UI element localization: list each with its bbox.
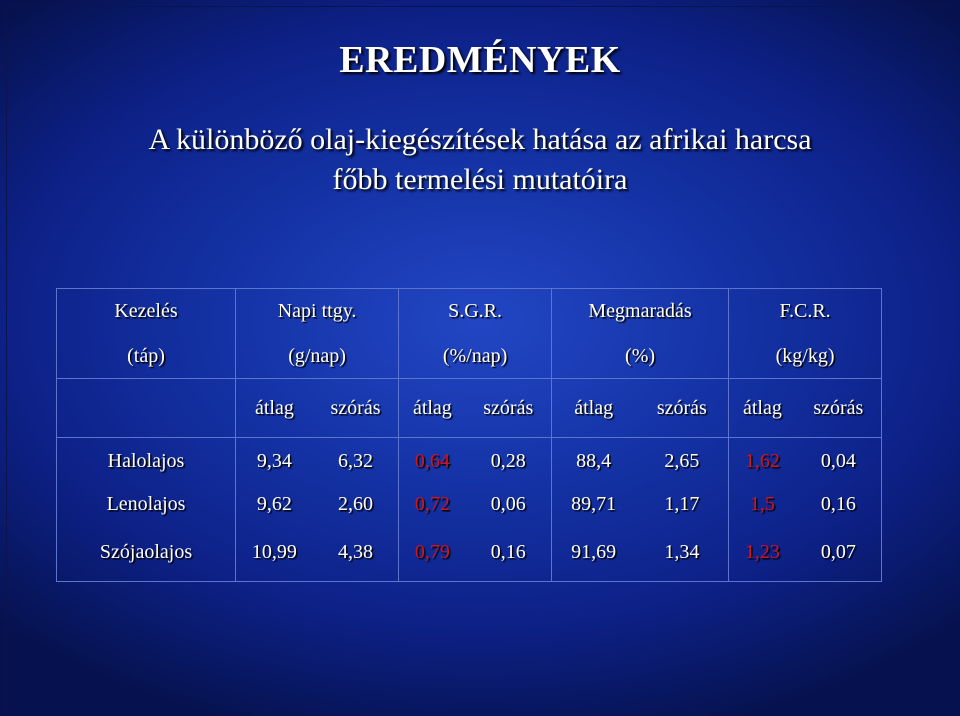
value-cell: 91,69	[551, 524, 635, 582]
subheader-sd: szórás	[635, 379, 728, 438]
table-row	[57, 484, 882, 524]
header-cell-fcr: F.C.R.	[729, 289, 882, 335]
table-row	[57, 524, 882, 582]
subheader-sd: szórás	[466, 379, 552, 438]
value-cell-highlight: 1,5	[729, 484, 796, 524]
value-cell-highlight: 1,62	[729, 438, 796, 485]
value-cell: 9,34	[236, 438, 313, 485]
slide-subtitle	[0, 120, 960, 200]
unit-cell-fcr: (kg/kg)	[729, 334, 882, 379]
value-cell: 2,65	[635, 438, 728, 485]
subheader-sd: szórás	[796, 379, 882, 438]
value-cell: 0,16	[466, 524, 552, 582]
slide-title: EREDMÉNYEK	[339, 39, 621, 81]
value-cell: 1,17	[635, 484, 728, 524]
value-cell: 4,38	[313, 524, 399, 582]
subtitle-line-2: főbb termelési mutatóira	[332, 163, 628, 196]
table-header-row-1	[57, 289, 882, 335]
table-row	[57, 438, 882, 485]
subheader-mean: átlag	[399, 379, 466, 438]
table-header-row-2	[57, 334, 882, 379]
subheader-mean: átlag	[236, 379, 313, 438]
unit-cell-daily-gain: (g/nap)	[236, 334, 399, 379]
value-cell: 89,71	[551, 484, 635, 524]
value-cell: 10,99	[236, 524, 313, 582]
value-cell: 0,28	[466, 438, 552, 485]
value-cell: 0,04	[796, 438, 882, 485]
value-cell: 0,07	[796, 524, 882, 582]
results-table	[56, 288, 882, 582]
empty-header-cell	[57, 379, 236, 438]
value-cell: 6,32	[313, 438, 399, 485]
subheader-mean: átlag	[551, 379, 635, 438]
unit-cell-treatment: (táp)	[57, 334, 236, 379]
value-cell: 88,4	[551, 438, 635, 485]
subtitle-line-1: A különböző olaj-kiegészítések hatása az afrikai harcsa	[148, 123, 812, 156]
table-header-row-3	[57, 379, 882, 438]
value-cell: 0,16	[796, 484, 882, 524]
row-label: Lenolajos	[57, 484, 236, 524]
unit-cell-sgr: (%/nap)	[399, 334, 552, 379]
header-cell-treatment: Kezelés	[57, 289, 236, 335]
value-cell: 2,60	[313, 484, 399, 524]
row-label: Szójaolajos	[57, 524, 236, 582]
value-cell-highlight: 0,79	[399, 524, 466, 582]
value-cell-highlight: 0,72	[399, 484, 466, 524]
header-cell-survival: Megmaradás	[551, 289, 728, 335]
value-cell: 0,06	[466, 484, 552, 524]
value-cell: 1,34	[635, 524, 728, 582]
unit-cell-survival: (%)	[551, 334, 728, 379]
subheader-sd: szórás	[313, 379, 399, 438]
row-label: Halolajos	[57, 438, 236, 485]
subheader-mean: átlag	[729, 379, 796, 438]
header-cell-daily-gain: Napi ttgy.	[236, 289, 399, 335]
value-cell-highlight: 0,64	[399, 438, 466, 485]
header-cell-sgr: S.G.R.	[399, 289, 552, 335]
value-cell: 9,62	[236, 484, 313, 524]
value-cell-highlight: 1,23	[729, 524, 796, 582]
